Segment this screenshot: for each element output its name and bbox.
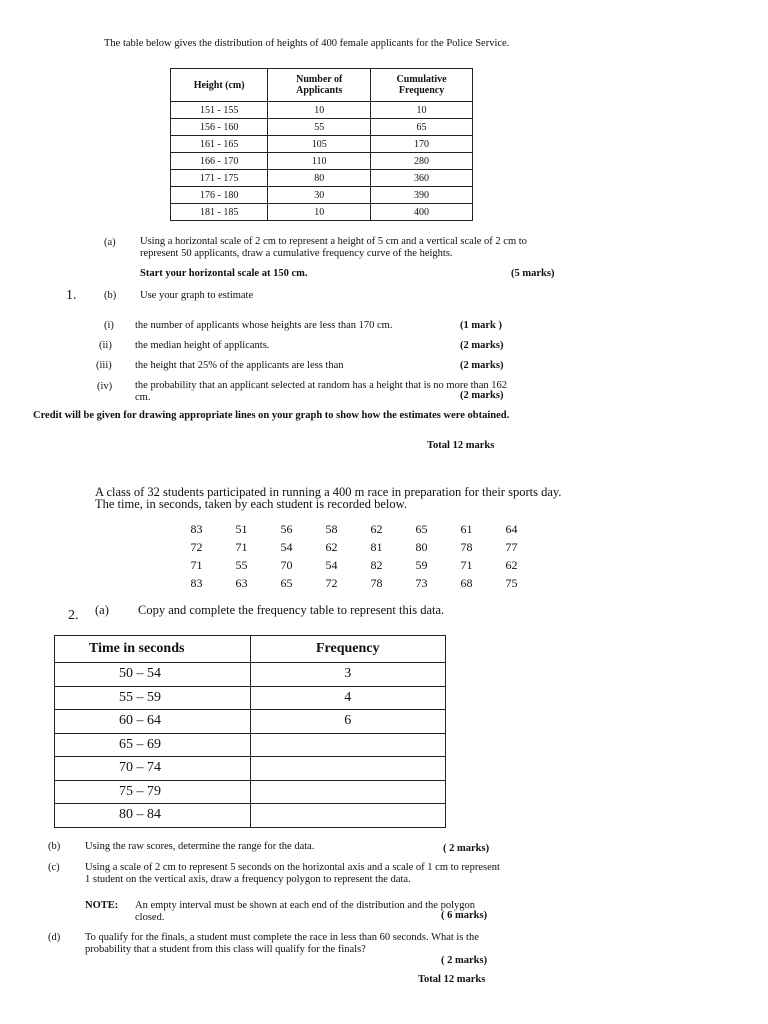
time-value: 64 — [505, 522, 518, 536]
cell: 161 - 165 — [171, 136, 268, 153]
time-value: 51 — [235, 522, 248, 536]
time-value: 63 — [235, 576, 248, 590]
heights-table — [170, 68, 473, 221]
column-header: Time in seconds — [55, 636, 251, 663]
time-value: 70 — [280, 558, 293, 572]
time-value: 65 — [415, 522, 428, 536]
cell: 400 — [371, 204, 473, 221]
time-value: 56 — [280, 522, 293, 536]
q1-subpart-marks: (2 marks) — [460, 360, 504, 371]
q1-part-b-label: (b) — [104, 290, 117, 301]
table-row — [55, 686, 446, 710]
q1-subpart-text: the number of applicants whose heights are less than 170 cm. — [135, 320, 393, 331]
cell: 10 — [371, 102, 473, 119]
q1-subpart-label: (i) — [104, 320, 114, 331]
time-value: 54 — [280, 540, 293, 554]
q2-intro-line1: A class of 32 students participated in running a 400 m race in preparation for their sports day. — [95, 485, 562, 499]
table-row — [171, 102, 473, 119]
table-row — [171, 204, 473, 221]
q2-note-text: An empty interval must be shown at each end of the distribution and the polygon closed. — [135, 900, 476, 923]
q1-intro: The table below gives the distribution of heights of 400 female applicants for the Police Service. — [104, 38, 510, 49]
column-header: Cumulative Frequency — [371, 69, 473, 102]
q2-part-a-label: (a) — [95, 603, 109, 617]
q2-intro-line2: The time, in seconds, taken by each student is recorded below. — [95, 497, 407, 511]
time-value: 68 — [460, 576, 473, 590]
q2-part-c-marks: ( 6 marks) — [441, 910, 488, 921]
q1-subpart-marks: (2 marks) — [460, 390, 504, 401]
cell: 156 - 160 — [171, 119, 268, 136]
q1-part-a-marks: (5 marks) — [511, 268, 555, 279]
table-row — [171, 136, 473, 153]
q1-subpart-label: (ii) — [99, 340, 112, 351]
q1-subpart-text: the height that 25% of the applicants are less than — [135, 360, 344, 371]
q2-part-b-label: (b) — [48, 841, 61, 852]
q1-subpart-marks: (1 mark ) — [460, 320, 502, 331]
cell: 10 — [268, 102, 371, 119]
time-value: 58 — [325, 522, 338, 536]
time-interval-cell: 65 – 69 — [55, 733, 251, 757]
question-number-2: 2. — [68, 608, 79, 623]
q1-subpart-marks: (2 marks) — [460, 340, 504, 351]
time-value: 71 — [235, 540, 248, 554]
cell: 176 - 180 — [171, 187, 268, 204]
table-row — [171, 187, 473, 204]
time-interval-cell: 70 – 74 — [55, 757, 251, 781]
q1-subpart-text: the median height of applicants. — [135, 340, 270, 351]
time-value: 62 — [370, 522, 383, 536]
time-value: 72 — [325, 576, 338, 590]
cell: 360 — [371, 170, 473, 187]
time-value: 71 — [460, 558, 473, 572]
table-row — [55, 663, 446, 687]
q2-note-label: NOTE: — [85, 900, 119, 911]
cell: 55 — [268, 119, 371, 136]
frequency-cell: 4 — [250, 686, 445, 710]
time-value: 54 — [325, 558, 338, 572]
time-interval-cell: 60 – 64 — [55, 710, 251, 734]
q1-subpart-text: the probability that an applicant selected at random has a height that is no more than 162 cm. — [135, 380, 508, 403]
cell: 171 - 175 — [171, 170, 268, 187]
frequency-cell: 3 — [250, 663, 445, 687]
time-value: 80 — [415, 540, 428, 554]
cell: 80 — [268, 170, 371, 187]
q1-part-a-label: (a) — [104, 237, 116, 248]
q2-part-d-text: To qualify for the finals, a student must complete the race in less than 60 seconds. What is the probability that a student from this class will qualify for the finals? — [85, 932, 479, 955]
q1-total: Total 12 marks — [427, 440, 495, 451]
time-value: 62 — [505, 558, 518, 572]
time-value: 73 — [415, 576, 428, 590]
q2-part-d-label: (d) — [48, 932, 61, 943]
q1-subpart-label: (iv) — [97, 381, 113, 392]
time-value: 75 — [505, 576, 518, 590]
time-value: 78 — [370, 576, 383, 590]
time-value: 72 — [190, 540, 203, 554]
time-value: 81 — [370, 540, 383, 554]
cell: 30 — [268, 187, 371, 204]
frequency-cell — [250, 733, 445, 757]
cell: 151 - 155 — [171, 102, 268, 119]
cell: 181 - 185 — [171, 204, 268, 221]
column-header: Height (cm) — [171, 69, 268, 102]
table-row — [171, 170, 473, 187]
time-value: 62 — [325, 540, 338, 554]
table-row — [55, 733, 446, 757]
frequency-cell — [250, 757, 445, 781]
time-value: 83 — [190, 522, 203, 536]
table-row — [55, 804, 446, 828]
q1-part-a-text: Using a horizontal scale of 2 cm to represent a height of 5 cm and a vertical scale of 2 cm to represent 50 applicants, draw a cumulative frequency curve of the heights. — [140, 236, 527, 259]
q2-total: Total 12 marks — [418, 974, 486, 985]
table-row — [171, 153, 473, 170]
frequency-cell — [250, 804, 445, 828]
table-row — [171, 119, 473, 136]
table-header-row — [55, 636, 446, 663]
race-times-grid — [174, 522, 534, 591]
frequency-cell — [250, 780, 445, 804]
time-interval-cell: 50 – 54 — [55, 663, 251, 687]
cell: 390 — [371, 187, 473, 204]
time-value: 71 — [190, 558, 203, 572]
column-header: Frequency — [250, 636, 445, 663]
cell: 280 — [371, 153, 473, 170]
q1-part-b-text: Use your graph to estimate — [140, 290, 254, 301]
q2-part-d-marks: ( 2 marks) — [441, 955, 488, 966]
q1-subpart-label: (iii) — [96, 360, 112, 371]
cell: 10 — [268, 204, 371, 221]
time-interval-cell: 75 – 79 — [55, 780, 251, 804]
time-value: 61 — [460, 522, 473, 536]
time-value: 55 — [235, 558, 248, 572]
time-value: 59 — [415, 558, 428, 572]
question-number-1: 1. — [66, 288, 77, 303]
q1-part-a-instruction: Start your horizontal scale at 150 cm. — [140, 268, 308, 279]
table-row — [55, 757, 446, 781]
time-value: 65 — [280, 576, 293, 590]
q1-credit-note: Credit will be given for drawing appropriate lines on your graph to show how the estimates were obtained. — [33, 410, 510, 421]
cell: 105 — [268, 136, 371, 153]
q2-part-b-text: Using the raw scores, determine the range for the data. — [85, 841, 315, 852]
time-value: 82 — [370, 558, 383, 572]
time-value: 78 — [460, 540, 473, 554]
q2-part-a-text: Copy and complete the frequency table to represent this data. — [138, 603, 445, 617]
table-row — [55, 780, 446, 804]
time-interval-cell: 80 – 84 — [55, 804, 251, 828]
frequency-cell: 6 — [250, 710, 445, 734]
time-value: 77 — [505, 540, 518, 554]
frequency-table — [54, 635, 446, 828]
q2-part-b-marks: ( 2 marks) — [443, 843, 490, 854]
cell: 166 - 170 — [171, 153, 268, 170]
q2-part-c-label: (c) — [48, 862, 60, 873]
column-header: Number of Applicants — [268, 69, 371, 102]
table-header-row — [171, 69, 473, 102]
table-row — [55, 710, 446, 734]
time-value: 83 — [190, 576, 203, 590]
cell: 110 — [268, 153, 371, 170]
time-interval-cell: 55 – 59 — [55, 686, 251, 710]
q2-part-c-text: Using a scale of 2 cm to represent 5 seconds on the horizontal axis and a scale of 1 cm to represent 1 student on the vertical axis, draw a frequency polygon to represent the data. — [85, 862, 500, 885]
cell: 170 — [371, 136, 473, 153]
cell: 65 — [371, 119, 473, 136]
